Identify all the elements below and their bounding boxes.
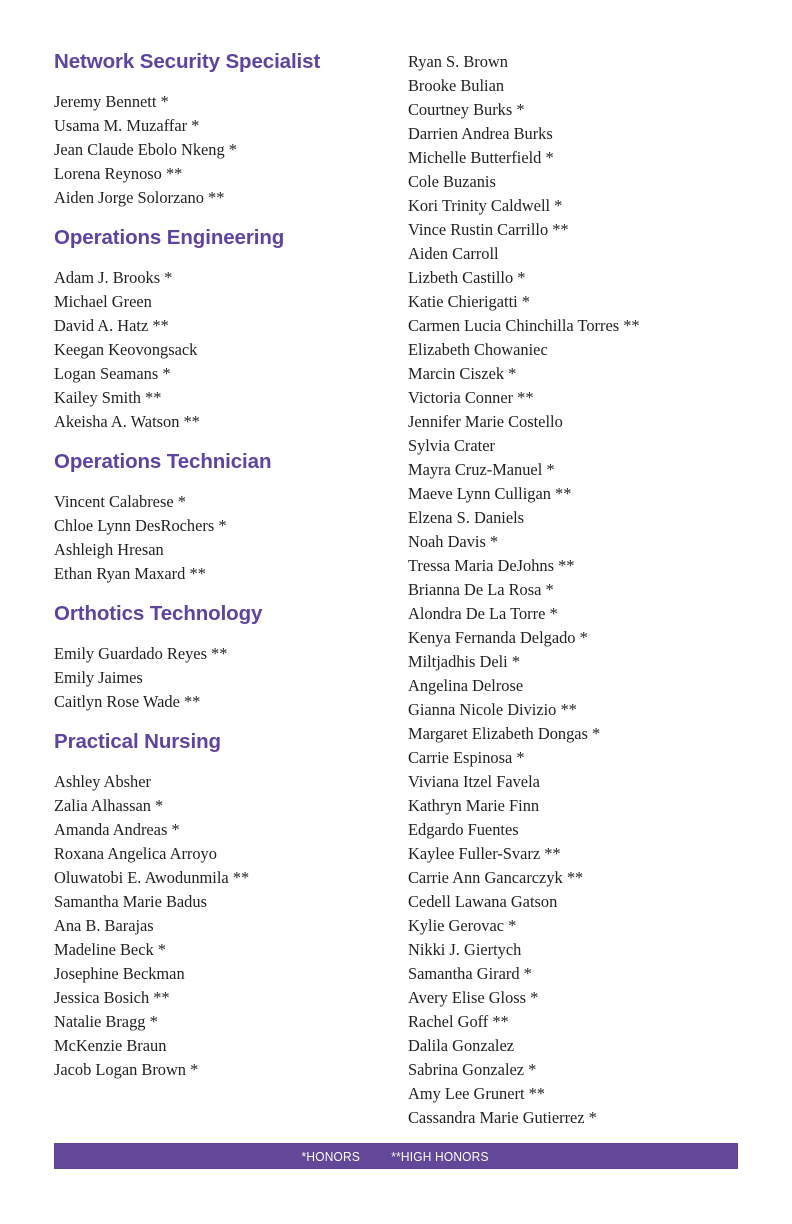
graduate-name: David A. Hatz **	[54, 316, 169, 335]
graduate-name: Kailey Smith **	[54, 388, 162, 407]
graduate-name: Victoria Conner **	[408, 388, 534, 407]
graduate-name: Cole Buzanis	[408, 172, 496, 191]
graduate-name: Kaylee Fuller-Svarz **	[408, 844, 561, 863]
program-section	[54, 728, 384, 1082]
graduate-name: Kylie Gerovac *	[408, 916, 517, 935]
program-section	[54, 600, 384, 714]
program-heading: Operations Engineering	[54, 226, 285, 249]
graduate-name: Caitlyn Rose Wade **	[54, 692, 201, 711]
graduate-name: Jeremy Bennett *	[54, 92, 169, 111]
graduate-name: Akeisha A. Watson **	[54, 412, 200, 431]
graduate-name: Roxana Angelica Arroyo	[54, 844, 217, 863]
graduate-name: Dalila Gonzalez	[408, 1036, 515, 1055]
graduate-name: Brianna De La Rosa *	[408, 580, 554, 599]
graduate-name: Aiden Carroll	[408, 244, 499, 263]
graduate-name: Miltjadhis Deli *	[408, 652, 520, 671]
graduate-name: McKenzie Braun	[54, 1036, 167, 1055]
graduate-name: Gianna Nicole Divizio **	[408, 700, 577, 719]
graduate-name: Courtney Burks *	[408, 100, 525, 119]
graduate-name: Avery Elise Gloss *	[408, 988, 539, 1007]
graduate-name: Samantha Marie Badus	[54, 892, 207, 911]
graduate-name: Tressa Maria DeJohns **	[408, 556, 575, 575]
graduate-name: Viviana Itzel Favela	[408, 772, 540, 791]
graduate-name: Usama M. Muzaffar *	[54, 116, 200, 135]
graduate-name: Oluwatobi E. Awodunmila **	[54, 868, 250, 887]
graduate-name: Samantha Girard *	[408, 964, 532, 983]
graduate-name: Logan Seamans *	[54, 364, 171, 383]
graduate-name: Keegan Keovongsack	[54, 340, 198, 359]
graduate-name: Carrie Ann Gancarczyk **	[408, 868, 584, 887]
graduate-name: Mayra Cruz-Manuel *	[408, 460, 555, 479]
graduate-name-list	[54, 642, 384, 714]
graduate-name: Carrie Espinosa *	[408, 748, 525, 767]
program-section	[54, 224, 384, 434]
graduate-name: Noah Davis *	[408, 532, 499, 551]
graduate-name: Vince Rustin Carrillo **	[408, 220, 569, 239]
graduate-name: Nikki J. Giertych	[408, 940, 522, 959]
legend-honors: *HONORS	[301, 1148, 361, 1164]
right-column	[408, 50, 748, 1130]
graduate-name-list	[54, 90, 384, 210]
graduate-name: Katie Chierigatti *	[408, 292, 530, 311]
graduate-name: Ethan Ryan Maxard **	[54, 564, 206, 583]
graduate-name: Ashleigh Hresan	[54, 540, 164, 559]
program-heading: Orthotics Technology	[54, 602, 263, 625]
graduate-name: Ana B. Barajas	[54, 916, 154, 935]
graduate-name: Josephine Beckman	[54, 964, 185, 983]
graduate-name-list	[54, 266, 384, 434]
graduate-name: Michelle Butterfield *	[408, 148, 554, 167]
graduate-name: Angelina Delrose	[408, 676, 524, 695]
graduate-name: Jacob Logan Brown *	[54, 1060, 199, 1079]
graduate-name: Cedell Lawana Gatson	[408, 892, 558, 911]
graduate-name: Kathryn Marie Finn	[408, 796, 540, 815]
graduate-name: Ryan S. Brown	[408, 52, 508, 71]
graduate-name: Natalie Bragg *	[54, 1012, 158, 1031]
graduate-name: Maeve Lynn Culligan **	[408, 484, 572, 503]
program-heading: Network Security Specialist	[54, 50, 321, 73]
graduate-name: Sabrina Gonzalez *	[408, 1060, 537, 1079]
graduate-name: Alondra De La Torre *	[408, 604, 558, 623]
graduate-name: Carmen Lucia Chinchilla Torres **	[408, 316, 640, 335]
graduate-name: Jessica Bosich **	[54, 988, 170, 1007]
graduate-name: Madeline Beck *	[54, 940, 166, 959]
practical-nursing-names-continued	[408, 50, 748, 1130]
graduate-name-list	[54, 490, 384, 586]
program-section	[54, 448, 384, 586]
graduate-name: Marcin Ciszek *	[408, 364, 517, 383]
graduate-name: Cassandra Marie Gutierrez *	[408, 1108, 597, 1127]
graduate-name: Elzena S. Daniels	[408, 508, 525, 527]
graduate-name: Kenya Fernanda Delgado *	[408, 628, 588, 647]
graduate-name: Lorena Reynoso **	[54, 164, 183, 183]
graduate-name: Amy Lee Grunert **	[408, 1084, 545, 1103]
legend-high-honors: **HIGH HONORS	[391, 1148, 489, 1164]
program-heading: Practical Nursing	[54, 730, 221, 753]
graduate-name: Michael Green	[54, 292, 152, 311]
honors-legend-bar	[54, 1143, 738, 1169]
graduate-name: Brooke Bulian	[408, 76, 505, 95]
graduate-name: Aiden Jorge Solorzano **	[54, 188, 225, 207]
left-column	[54, 48, 384, 1082]
graduate-name: Chloe Lynn DesRochers *	[54, 516, 227, 535]
graduate-name: Emily Jaimes	[54, 668, 143, 687]
graduate-name: Sylvia Crater	[408, 436, 495, 455]
graduate-name: Jean Claude Ebolo Nkeng *	[54, 140, 237, 159]
graduate-name: Emily Guardado Reyes **	[54, 644, 228, 663]
graduate-name: Darrien Andrea Burks	[408, 124, 553, 143]
graduate-name: Vincent Calabrese *	[54, 492, 186, 511]
graduate-name: Lizbeth Castillo *	[408, 268, 526, 287]
graduate-name: Adam J. Brooks *	[54, 268, 173, 287]
graduate-name: Margaret Elizabeth Dongas *	[408, 724, 601, 743]
program-section	[54, 48, 384, 210]
graduate-name: Edgardo Fuentes	[408, 820, 519, 839]
graduate-name: Zalia Alhassan *	[54, 796, 164, 815]
graduate-name: Kori Trinity Caldwell *	[408, 196, 563, 215]
graduate-name: Rachel Goff **	[408, 1012, 509, 1031]
graduate-name-list	[54, 770, 384, 1082]
graduate-name: Amanda Andreas *	[54, 820, 180, 839]
program-heading: Operations Technician	[54, 450, 272, 473]
graduate-name: Ashley Absher	[54, 772, 151, 791]
graduate-name: Elizabeth Chowaniec	[408, 340, 548, 359]
graduate-name: Jennifer Marie Costello	[408, 412, 563, 431]
